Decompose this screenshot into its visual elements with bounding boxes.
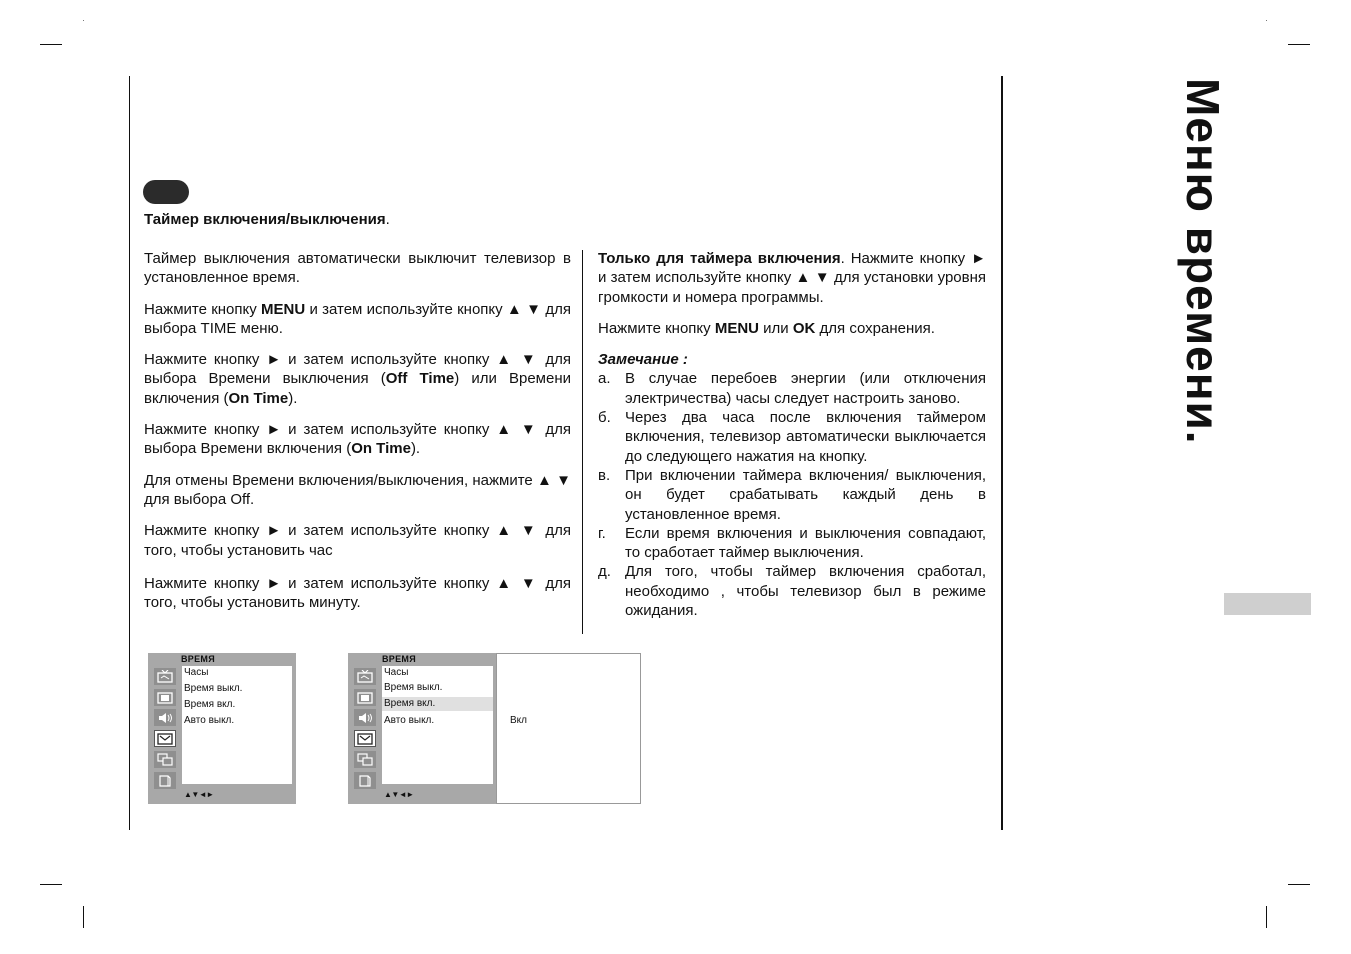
crop-mark [40,44,62,45]
osd-title: ВРЕМЯ [382,654,416,664]
paragraph: Только для таймера включения. Нажмите кнопку ► и затем используйте кнопку ▲ ▼ для установки уровня громкости и номера программы. [598,250,986,306]
crop-mark [1266,906,1267,928]
osd-title: ВРЕМЯ [181,654,215,664]
paragraph: Нажмите кнопку ► и затем используйте кнопку ▲ ▼ для выбора Времени включения (On Time). [144,421,571,458]
right-column [598,249,986,620]
column-separator [582,250,583,634]
navigation-hint: ▲▼◄► [384,790,414,799]
special-icon [154,751,176,768]
screen-icon [154,772,176,789]
picture-icon [154,689,176,706]
osd-item-clock[interactable]: Часы [184,667,209,678]
list-item: a. В случае перебоев энергии (или отключения электричества) часы следует настроить заново. [598,370,986,407]
off-time-label: Off Time [385,370,455,388]
screen-icon [354,772,376,789]
clock-icon [354,730,376,747]
sound-icon [154,709,176,726]
special-icon [354,751,376,768]
crop-mark [1288,44,1310,45]
paragraph: Нажмите кнопку ► и затем используйте кнопку ▲ ▼ для выбора Времени выключения (Off Time) или Времени включения (On Time). [144,351,571,407]
on-time-label: On Time [228,389,289,407]
tv-icon [154,668,176,685]
osd-item-auto-off[interactable]: Авто выкл. [384,715,435,726]
osd-item-off-time[interactable]: Время выкл. [384,682,443,693]
on-timer-only-label: Только для таймера включения [598,250,841,267]
on-time-label: On Time [351,440,411,458]
osd-item-list [182,666,292,784]
paragraph: Нажмите кнопку MENU и затем используйте кнопку ▲ ▼ для выбора TIME меню. [144,300,571,337]
paragraph: Нажмите кнопку ► и затем используйте кнопку ▲ ▼ для того, чтобы установить час [144,522,571,559]
picture-icon [354,689,376,706]
sound-icon [354,709,376,726]
tv-icon [354,668,376,685]
left-column [144,249,571,624]
list-item: г. Если время включения и выключения совпадают, то сработает таймер выключения. [598,524,986,562]
side-title: Меню времени. [1177,78,1229,445]
left-rule [129,76,130,830]
section-heading-text: Таймер включения/выключения [144,211,386,228]
note-list [598,369,986,620]
osd-item-auto-off[interactable]: Авто выкл. [184,715,235,726]
osd-submenu-panel [496,653,641,804]
registration-dot [83,20,84,21]
osd-item-clock[interactable]: Часы [384,667,409,678]
paragraph: Для отмены Времени включения/выключения, нажмите ▲ ▼ для выбора Off. [144,471,571,508]
note-title: Замечание : [598,351,688,369]
ok-key-label: OK [792,319,816,337]
osd-item-on-time-selected[interactable]: Время вкл. [382,697,493,711]
section-heading [144,211,390,228]
registration-dot [1266,20,1267,21]
section-badge [143,180,189,204]
clock-icon [154,730,176,747]
paragraph: Нажмите кнопку MENU или OK для сохранения. [598,319,935,337]
menu-key-label: MENU [714,319,759,337]
list-item: в. При включении таймера включения/ выключения, он будет срабатывать каждый день в установленное время. [598,466,986,523]
crop-mark [40,884,62,885]
right-rule [1001,76,1003,830]
paragraph: Нажмите кнопку ► и затем используйте кнопку ▲ ▼ для того, чтобы установить минуту. [144,574,571,612]
crop-mark [83,906,84,928]
section-heading-suffix: . [385,211,390,228]
crop-mark [1288,884,1310,885]
menu-key-label: MENU [261,300,306,318]
osd-menu [348,653,496,804]
paragraph: Таймер выключения автоматически выключит телевизор в установленное время. [144,250,571,287]
list-item: д. Для того, чтобы таймер включения сработал, необходимо , чтобы телевизор был в режиме ожидания. [598,563,986,620]
on-time-value[interactable]: Вкл [510,715,527,726]
section-tab [1224,593,1311,615]
osd-item-list [382,666,493,784]
navigation-hint: ▲▼◄► [184,790,214,799]
list-item: б. Через два часа после включения таймером включения, телевизор автоматически выключается до следующего нажатия на кнопку. [598,409,986,465]
osd-item-on-time[interactable]: Время вкл. [184,699,236,710]
osd-menu [148,653,296,804]
osd-item-off-time[interactable]: Время выкл. [184,683,243,694]
